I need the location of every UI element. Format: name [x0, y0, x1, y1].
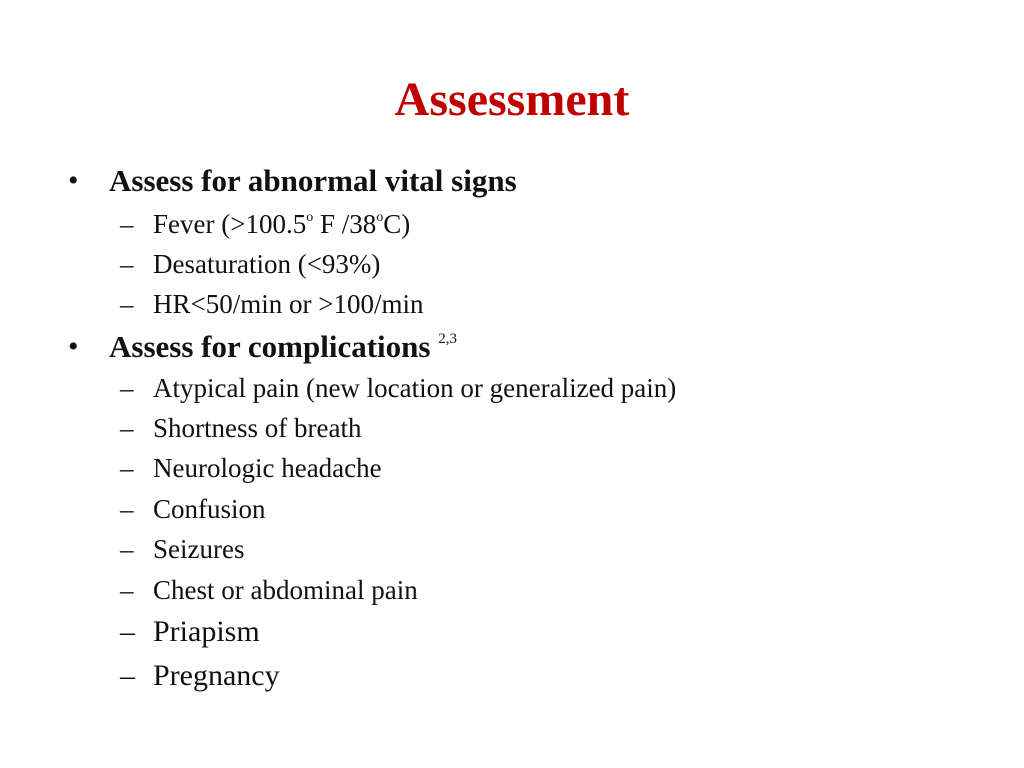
bullet-dot: • [68, 330, 79, 363]
sub-item-text: Atypical pain (new location or generalized pain) [153, 373, 677, 403]
dash: – [120, 453, 134, 483]
fever-text-mid: F /38 [313, 209, 377, 239]
degree-sup-1: o [306, 210, 314, 225]
dash: – [120, 494, 134, 524]
dash: – [120, 534, 134, 564]
sub-item-text: Priapism [153, 615, 260, 648]
dash: – [120, 575, 134, 605]
sub-item-text: Pregnancy [153, 659, 280, 692]
slide-title: Assessment [394, 73, 630, 126]
fever-text-post: C) [383, 209, 411, 239]
dash: – [120, 249, 134, 279]
bullet-label-text: Assess for complications [109, 329, 439, 364]
dash: – [120, 209, 134, 239]
sub-item-text: Chest or abdominal pain [153, 575, 418, 605]
dash: – [120, 659, 135, 692]
sub-item-text: HR<50/min or >100/min [153, 289, 424, 319]
dash: – [120, 615, 135, 648]
reference-superscript: 2,3 [438, 331, 457, 347]
sub-item-text: Shortness of breath [153, 413, 362, 443]
bullet-dot: • [68, 164, 79, 197]
bullet-label [109, 329, 457, 365]
degree-sup-2: o [376, 210, 384, 225]
dash: – [120, 413, 134, 443]
sub-item-text: Seizures [153, 534, 245, 564]
dash: – [120, 289, 134, 319]
sub-item-text: Neurologic headache [153, 453, 382, 483]
sub-item-text [153, 208, 410, 240]
fever-text-pre: Fever (>100.5 [153, 209, 307, 239]
dash: – [120, 373, 134, 403]
bullet-label: Assess for abnormal vital signs [109, 163, 517, 198]
sub-item-text: Confusion [153, 494, 266, 524]
sub-item-text: Desaturation (<93%) [153, 249, 381, 279]
